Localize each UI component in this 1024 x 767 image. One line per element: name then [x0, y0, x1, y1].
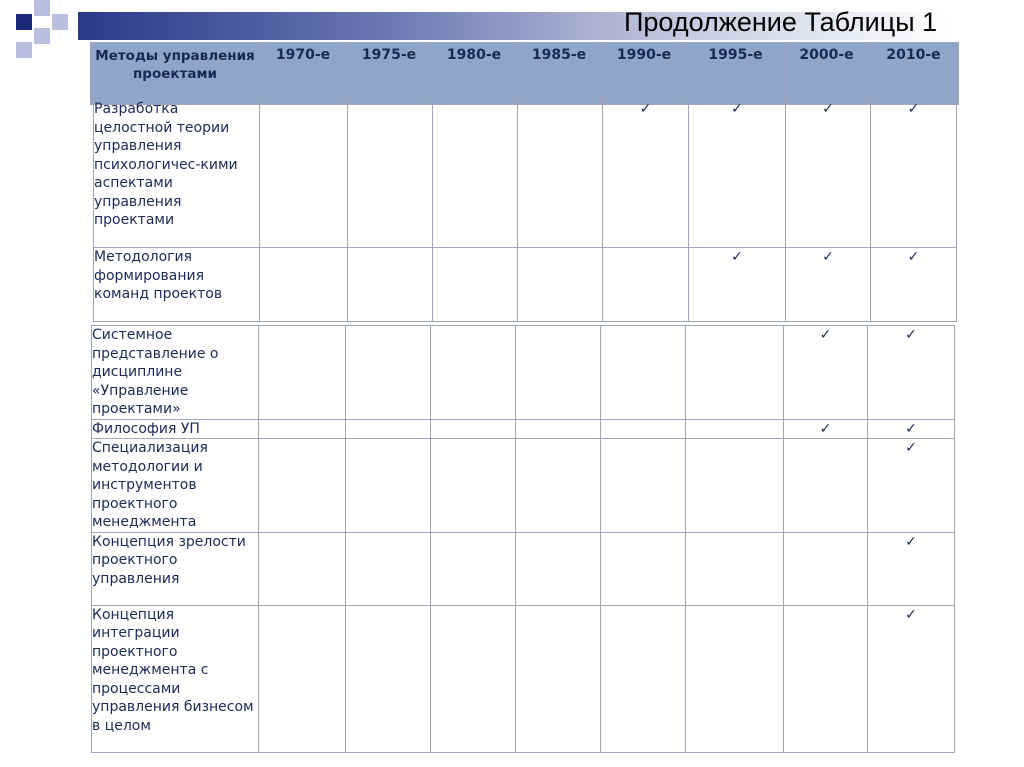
empty-cell	[346, 605, 431, 752]
table-body-part2	[91, 325, 955, 753]
slide-title: Продолжение Таблицы 1	[624, 7, 938, 37]
empty-cell	[516, 419, 601, 439]
empty-cell	[686, 419, 784, 439]
empty-cell	[431, 532, 516, 605]
empty-cell	[260, 248, 348, 322]
empty-cell	[601, 605, 686, 752]
empty-cell	[346, 439, 431, 533]
empty-cell	[516, 532, 601, 605]
method-cell: Философия УП	[92, 419, 259, 439]
table-row	[94, 248, 957, 322]
empty-cell	[686, 605, 784, 752]
checkmark-cell: ✓	[871, 248, 957, 322]
empty-cell	[433, 248, 518, 322]
checkmark-cell: ✓	[868, 326, 955, 420]
method-column-header: Методы управления проектами	[91, 43, 260, 105]
decor-square	[34, 0, 50, 16]
empty-cell	[431, 419, 516, 439]
year-column-header: 1975-е	[347, 43, 432, 105]
empty-cell	[784, 605, 868, 752]
method-cell: Системное представление о дисциплине «Управление проектами»	[92, 326, 259, 420]
empty-cell	[603, 248, 689, 322]
empty-cell	[346, 532, 431, 605]
checkmark-cell: ✓	[689, 248, 786, 322]
empty-cell	[260, 100, 348, 248]
table-row	[92, 439, 955, 533]
empty-cell	[518, 100, 603, 248]
empty-cell	[601, 532, 686, 605]
decor-square	[16, 42, 32, 58]
checkmark-cell: ✓	[784, 326, 868, 420]
checkmark-cell: ✓	[784, 419, 868, 439]
table-header	[90, 42, 959, 105]
table-row	[92, 605, 955, 752]
empty-cell	[346, 419, 431, 439]
empty-cell	[516, 605, 601, 752]
method-cell: Методология формирования команд проектов	[94, 248, 260, 322]
year-column-header: 1985-е	[517, 43, 602, 105]
checkmark-cell: ✓	[786, 100, 871, 248]
method-cell: Специализация методологии и инструментов проектного менеджмента	[92, 439, 259, 533]
empty-cell	[601, 326, 686, 420]
empty-cell	[433, 100, 518, 248]
empty-cell	[259, 439, 346, 533]
decor-square	[34, 28, 50, 44]
decor-square	[52, 14, 68, 30]
empty-cell	[348, 248, 433, 322]
empty-cell	[686, 326, 784, 420]
empty-cell	[784, 439, 868, 533]
year-column-header: 2010-е	[869, 43, 959, 105]
method-cell: Разработка целостной теории управления психологичес-кими аспектами управления проектами	[94, 100, 260, 248]
empty-cell	[686, 439, 784, 533]
table-row	[92, 326, 955, 420]
empty-cell	[516, 326, 601, 420]
table-row	[92, 532, 955, 605]
empty-cell	[516, 439, 601, 533]
checkmark-cell: ✓	[868, 605, 955, 752]
empty-cell	[686, 532, 784, 605]
empty-cell	[431, 326, 516, 420]
year-column-header: 1980-е	[432, 43, 517, 105]
empty-cell	[431, 439, 516, 533]
checkmark-cell: ✓	[786, 248, 871, 322]
year-column-header: 1990-е	[602, 43, 687, 105]
empty-cell	[259, 605, 346, 752]
decor-square	[16, 14, 32, 30]
empty-cell	[259, 419, 346, 439]
method-cell: Концепция зрелости проектного управления	[92, 532, 259, 605]
empty-cell	[346, 326, 431, 420]
checkmark-cell: ✓	[603, 100, 689, 248]
table-body-part1	[93, 99, 957, 322]
checkmark-cell: ✓	[689, 100, 786, 248]
checkmark-cell: ✓	[868, 439, 955, 533]
empty-cell	[601, 439, 686, 533]
checkmark-cell: ✓	[871, 100, 957, 248]
table-row	[94, 100, 957, 248]
empty-cell	[784, 532, 868, 605]
year-column-header: 1995-е	[687, 43, 785, 105]
empty-cell	[431, 605, 516, 752]
checkmark-cell: ✓	[868, 532, 955, 605]
year-column-header: 2000-е	[785, 43, 869, 105]
table-row	[92, 419, 955, 439]
empty-cell	[259, 326, 346, 420]
empty-cell	[601, 419, 686, 439]
empty-cell	[518, 248, 603, 322]
method-cell: Концепция интеграции проектного менеджмента с процессами управления бизнесом в целом	[92, 605, 259, 752]
checkmark-cell: ✓	[868, 419, 955, 439]
empty-cell	[259, 532, 346, 605]
year-column-header: 1970-е	[260, 43, 347, 105]
empty-cell	[348, 100, 433, 248]
